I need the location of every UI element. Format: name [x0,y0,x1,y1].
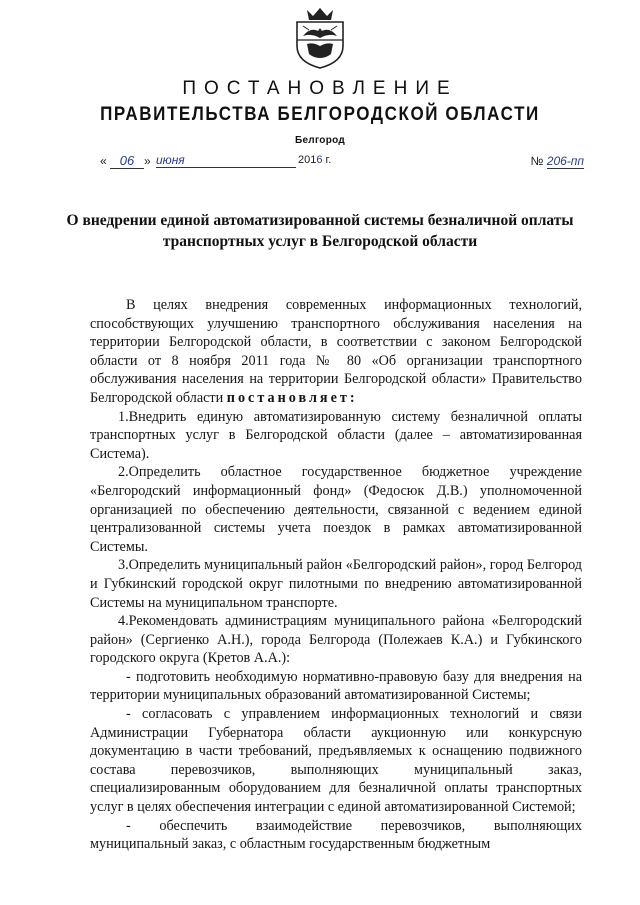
decree-word: постановляет: [226,389,358,406]
number-value: 206-пп [546,154,584,168]
document-number [531,154,584,168]
city-label: Белгород [294,135,346,146]
year-suffix: г. [322,154,332,166]
intro-text: В целях внедрения современных информационных технологий, способствующих улучшению транспортного обслуживания населения на территории Белгородской области, в соответствии с законом Белгородской области от 8 ноября 2011 года № 80 «Об организации транспортного обслуживания населения на территории Белгородской области» Правительство Белгородской области [90,297,582,406]
paragraph-1: 1.Внедрить единую автоматизированную систему безналичной оплаты транспортных услуг в Белгородской области (далее – автоматизированная Система). [90,408,582,462]
intro-paragraph [90,296,582,408]
quote-close: » [144,154,151,168]
date-and-number-line [100,154,590,174]
coat-of-arms-emblem [293,6,347,70]
date-year [298,154,331,166]
list-item-1: - подготовить необходимую нормативно-правовую базу для внедрения на территории муниципальных образований автоматизированной Системы; [90,668,582,704]
document-body [90,296,582,854]
list-item-2: - согласовать с управлением информационных технологий и связи Администрации Губернатора области аукционную или конкурсную документацию в части требований, предъявляемых к оснащению подвижного состава перевозчиков, выполняющих муниципальный заказ, специализированным оборудованием для безналичной оплаты транспортных услуг в целях обеспечения интеграции с единой автоматизированной Системой; [90,706,582,816]
quote-open: « [100,154,107,168]
date-month: июня [156,153,296,168]
number-prefix: № [530,154,547,168]
date-day: 06 [110,153,144,169]
issuer-title: ПРАВИТЕЛЬСТВА БЕЛГОРОДСКОЙ ОБЛАСТИ [100,102,540,125]
year-prefix: 201 [298,154,317,166]
document-title: ПОСТАНОВЛЕНИЕ [182,78,458,99]
paragraph-3: 3.Определить муниципальный район «Белгородский район», город Белгород и Губкинский городской округ пилотными по внедрению автоматизированной Системы на муниципальном транспорте. [90,557,582,611]
paragraph-2: 2.Определить областное государственное бюджетное учреждение «Белгородский информационный фонд» (Федосюк Д.В.) уполномоченной организацией по обеспечению деятельности, связанной с ведением единой централизованной системы учета поездок в рамках автоматизированной Системы. [90,464,582,555]
list-item-3: - обеспечить взаимодействие перевозчиков, выполняющих муниципальный заказ, с областным государственным бюджетным [90,817,582,853]
document-subject: О внедрении единой автоматизированной системы безналичной оплаты транспортных услуг в Белгородской области [66,212,574,250]
paragraph-4: 4.Рекомендовать администрациям муниципального района «Белгородский район» (Сергиенко А.Н.), города Белгорода (Полежаев К.А.) и Губкинского городского округа (Кретов А.А.): [90,613,582,667]
year-digit: 6 [316,154,323,166]
